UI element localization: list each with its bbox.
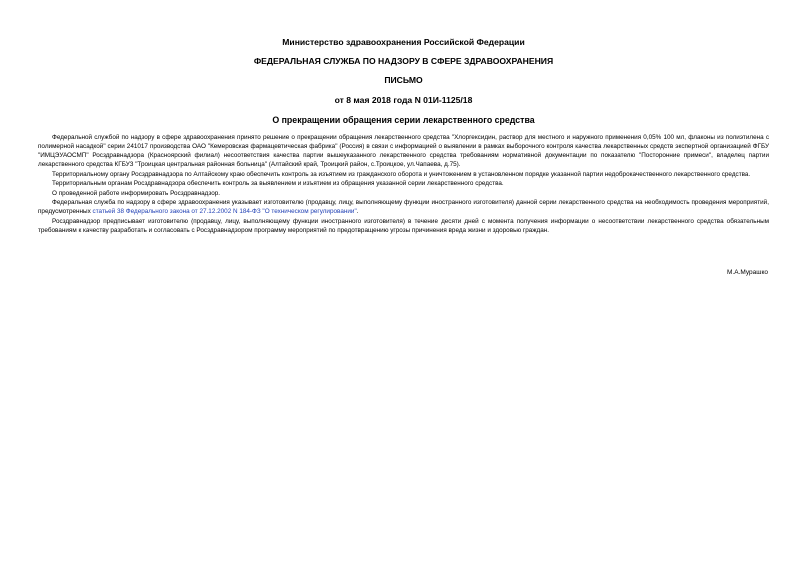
paragraph-manufacturer-measures [38, 198, 769, 216]
ministry-name: Министерство здравоохранения Российской Федерации [282, 37, 525, 47]
paragraph-manufacturer-text: Федеральная служба по надзору в сфере здравоохранения указывает изготовителю (продавцу, лицу, выполняющему функции иностранного изготовителя) данной серии лекарственного средства на необходимость проведения мероприятий, предусмотренных [38, 199, 769, 216]
paragraph-decision: Федеральной службой по надзору в сфере здравоохранения принято решение о прекращении обращения лекарственного средства "Хлоргексидин, раствор для местного и наружного применения 0,05% 100 мл, флаконы из полиэтилена с полимерной насадкой" серии 241017 производства ОАО "Кемеровская фармацевтическая фабрика" (Россия) в связи с информацией о выявлении в рамках выборочного контроля качества лекарственных средств экспертной организацией ФГБУ "ИМЦЭУАОСМП" Росздравнадзора (Красноярский филиал) несоответствия качества партии вышеуказанного лекарственного средства требованиям нормативной документации по показателю "Посторонние примеси", владелец партии лекарственного средства КГБУЗ "Троицкая центральная районная больница" (Алтайский край, Троицкий район, с.Троицкое, ул.Чапаева, д.75). [38, 134, 769, 168]
paragraph-territorial-control: Территориальным органам Росздравнадзора обеспечить контроль за выявлением и изъятием из обращения указанной серии лекарственного средства. [52, 180, 504, 188]
paragraph-manufacturer-end: . [356, 208, 359, 216]
law-article-link[interactable]: статьей 38 Федерального закона от 27.12.2002 N 184-ФЗ "О техническом регулировании" [92, 208, 357, 216]
document-date-number: от 8 мая 2018 года N 01И-1125/18 [334, 95, 473, 105]
paragraph-altai-control: Территориальному органу Росздравнадзора по Алтайскому краю обеспечить контроль за изъятием из гражданского оборота и уничтожением в установленном порядке указанной партии недоброкачественного лекарственного средства. [52, 170, 751, 178]
document-subject: О прекращении обращения серии лекарственного средства [272, 115, 535, 125]
service-name: ФЕДЕРАЛЬНАЯ СЛУЖБА ПО НАДЗОРУ В СФЕРЕ ЗДРАВООХРАНЕНИЯ [253, 56, 554, 66]
document-body [38, 133, 769, 236]
paragraph-prescription: Росздравнадзор предписывает изготовителю (продавцу, лицу, выполняющему функции иностранного изготовителя) в течение десяти дней с момента получения информации о несоответствии лекарственного средства обязательным требованиям к качеству разработать и согласовать с Росздравнадзором программу мероприятий по предотвращению угрозы причинения вреда жизни и здоровью граждан. [38, 217, 769, 234]
signature-name: М.А.Мурашко [726, 269, 768, 276]
document-type: ПИСЬМО [384, 75, 423, 85]
paragraph-inform: О проведенной работе информировать Росздравнадзор. [52, 189, 221, 197]
